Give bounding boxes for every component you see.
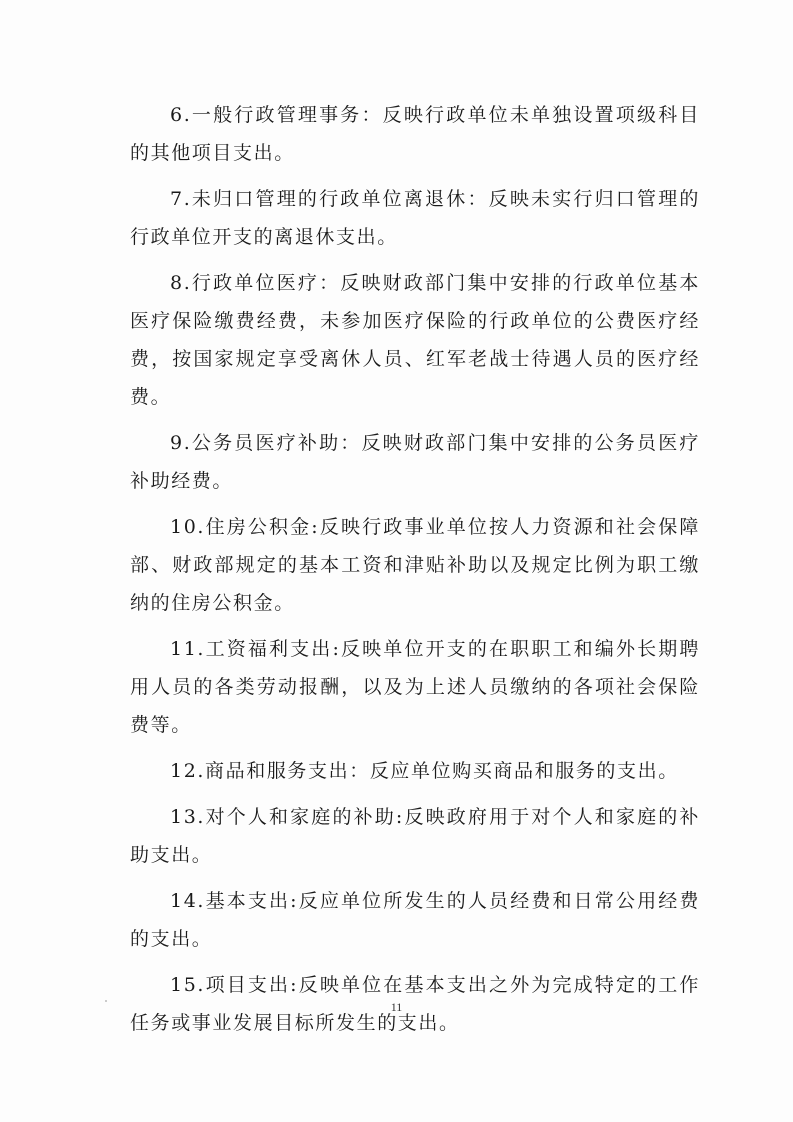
paragraph-item-15: 15.项目支出:反映单位在基本支出之外为完成特定的工作任务或事业发展目标所发生的支出。 [130, 974, 700, 1034]
paragraph-item-11: 11.工资福利支出:反映单位开支的在职职工和编外长期聘用人员的各类劳动报酬，以及为上述人员缴纳的各项社会保险费等。 [130, 638, 700, 736]
paragraph-item-6: 6.一般行政管理事务：反映行政单位未单独设置项级科目的其他项目支出。 [130, 104, 700, 164]
page-number: 11 [390, 1000, 403, 1014]
paragraph-item-8: 8.行政单位医疗：反映财政部门集中安排的行政单位基本医疗保险缴费经费，未参加医疗保险的行政单位的公费医疗经费，按国家规定享受离休人员、红军老战士待遇人员的医疗经费。 [130, 272, 700, 408]
paragraph-item-9: 9.公务员医疗补助：反映财政部门集中安排的公务员医疗补助经费。 [130, 432, 700, 492]
paragraph-item-12: 12.商品和服务支出：反应单位购买商品和服务的支出。 [170, 760, 679, 782]
paragraph-item-7: 7.未归口管理的行政单位离退休：反映未实行归口管理的行政单位开支的离退休支出。 [130, 188, 700, 248]
document-body [130, 96, 700, 1050]
paragraph-item-10: 10.住房公积金:反映行政事业单位按人力资源和社会保障部、财政部规定的基本工资和津贴补助以及规定比例为职工缴纳的住房公积金。 [130, 516, 700, 614]
scan-speck [105, 1000, 107, 1002]
paragraph-item-14: 14.基本支出:反应单位所发生的人员经费和日常公用经费的支出。 [130, 890, 700, 950]
paragraph-item-13: 13.对个人和家庭的补助:反映政府用于对个人和家庭的补助支出。 [130, 806, 700, 866]
